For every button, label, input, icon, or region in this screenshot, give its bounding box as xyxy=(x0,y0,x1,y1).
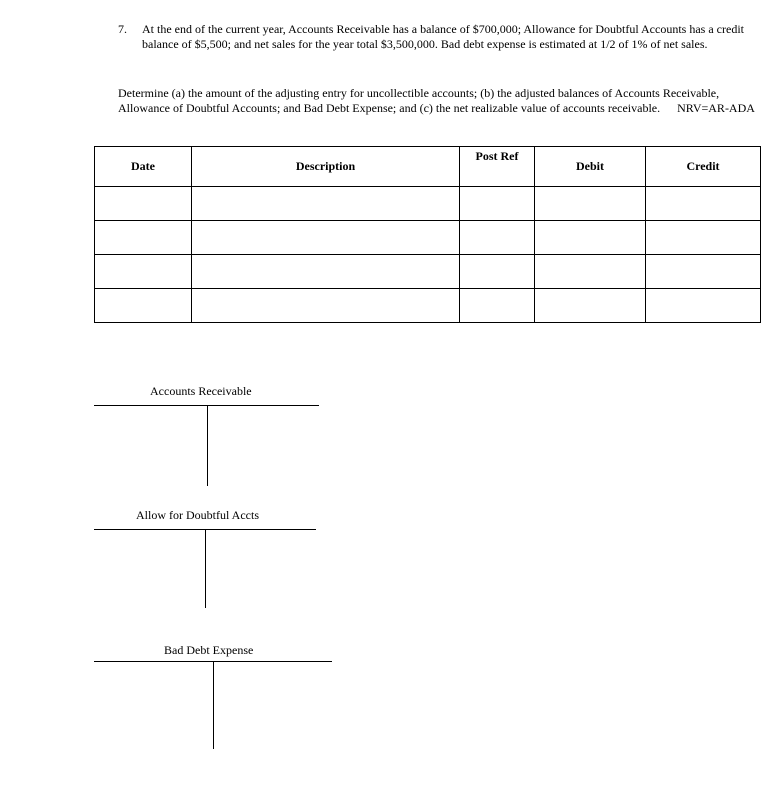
credit-cell[interactable] xyxy=(646,221,761,255)
description-cell[interactable] xyxy=(192,187,460,221)
instructions xyxy=(118,86,758,116)
date-cell[interactable] xyxy=(95,187,192,221)
debit-cell[interactable] xyxy=(535,289,646,323)
problem-text: At the end of the current year, Accounts Receivable has a balance of $700,000; Allowance for Doubtful Accounts has a credit balance of $5,500; and net sales for the year total $3,500,000. Bad debt expense is estimated at 1/2 of 1% of net sales. xyxy=(142,22,744,51)
credit-cell[interactable] xyxy=(646,187,761,221)
t-account-title: Accounts Receivable xyxy=(150,384,252,398)
credit-header: Credit xyxy=(646,147,761,187)
t-account-center-line xyxy=(205,529,206,608)
date-cell[interactable] xyxy=(95,255,192,289)
debit-header: Debit xyxy=(535,147,646,187)
journal-entry-table xyxy=(94,146,761,323)
t-account-center-line xyxy=(213,661,214,749)
credit-cell[interactable] xyxy=(646,255,761,289)
journal-row xyxy=(95,255,761,289)
description-header: Description xyxy=(192,147,460,187)
description-cell[interactable] xyxy=(192,255,460,289)
journal-header-row xyxy=(95,147,761,187)
date-cell[interactable] xyxy=(95,289,192,323)
instructions-text: Determine (a) the amount of the adjusting entry for uncollectible accounts; (b) the adjusted balances of Accounts Receivable, Allowance of Doubtful Accounts; and Bad Debt Expense; and (c) the net realizable value of accounts receivable. xyxy=(118,86,720,115)
problem-statement xyxy=(118,22,758,52)
date-cell[interactable] xyxy=(95,221,192,255)
credit-cell[interactable] xyxy=(646,289,761,323)
problem-number: 7. xyxy=(118,22,127,36)
post-ref-cell[interactable] xyxy=(460,187,535,221)
post-ref-cell[interactable] xyxy=(460,289,535,323)
post-ref-cell[interactable] xyxy=(460,255,535,289)
debit-cell[interactable] xyxy=(535,255,646,289)
journal-row xyxy=(95,289,761,323)
description-cell[interactable] xyxy=(192,221,460,255)
date-header: Date xyxy=(95,147,192,187)
description-cell[interactable] xyxy=(192,289,460,323)
journal-row xyxy=(95,221,761,255)
t-account-title: Allow for Doubtful Accts xyxy=(136,508,259,522)
post-ref-cell[interactable] xyxy=(460,221,535,255)
nrv-formula: NRV=AR-ADA xyxy=(677,101,755,115)
debit-cell[interactable] xyxy=(535,221,646,255)
t-account-title: Bad Debt Expense xyxy=(164,643,254,657)
debit-cell[interactable] xyxy=(535,187,646,221)
t-account-center-line xyxy=(207,405,208,486)
post-ref-header: Post Ref xyxy=(460,147,535,187)
journal-row xyxy=(95,187,761,221)
